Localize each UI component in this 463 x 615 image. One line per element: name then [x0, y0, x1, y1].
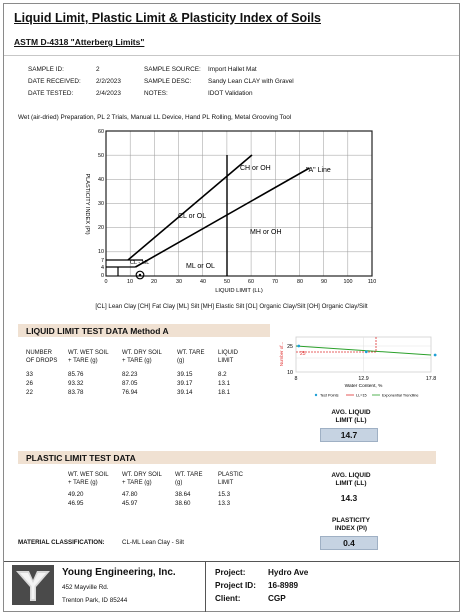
sample-desc-label: SAMPLE DESC: [144, 78, 192, 85]
client-label: Client: [215, 594, 241, 603]
ll-cell: 26 [26, 380, 33, 387]
u-line [128, 155, 252, 260]
y-tick-label: 7 [101, 258, 104, 264]
preparation-text: Wet (air-dried) Preparation, PL 2 Trials, Manual LL Device, Hand PL Rolling, Metal Grooving Tool [18, 114, 292, 121]
plasticity-chart [0, 122, 463, 300]
project-value: Hydro Ave [268, 568, 309, 577]
pl-avg-value: 14.3 [340, 493, 358, 503]
x-tick-label: 90 [321, 279, 327, 285]
company-address-1: 452 Mayville Rd. [62, 584, 109, 591]
ll-cell: 83.78 [68, 389, 84, 396]
y-tick-label: 50 [98, 153, 104, 159]
x-tick-label: 10 [127, 279, 133, 285]
x-tick-label: 40 [200, 279, 206, 285]
logo-y-icon [12, 565, 54, 605]
date-tested-value: 2/4/2023 [96, 90, 121, 97]
header-line: WT. TARE [177, 350, 205, 356]
ll-header-drops [26, 350, 57, 365]
notes-label: NOTES: [144, 90, 168, 97]
ll-cell: 93.32 [68, 380, 84, 387]
flow-y-title: Number of... [279, 341, 284, 367]
header-line: WT. DRY SOIL [122, 350, 162, 356]
divider [4, 55, 459, 56]
flow-y-tick: 10 [287, 370, 293, 376]
y-tick-label: 20 [98, 225, 104, 231]
flow-curve-chart [276, 334, 446, 400]
project-id-value: 16-8989 [268, 581, 299, 590]
ll-cell: 39.15 [177, 371, 193, 378]
pl-avg-label [318, 472, 384, 488]
ll-cell: 82.23 [122, 371, 138, 378]
flow-test-point [365, 350, 368, 353]
x-tick-label: 20 [151, 279, 157, 285]
header-line: PLASTIC [218, 472, 244, 478]
client-value: CGP [268, 594, 286, 603]
ll-cell: 22 [26, 389, 33, 396]
plasticity-grid [106, 131, 372, 276]
pl-cell: 38.64 [175, 491, 191, 498]
header-line: + TARE (g) [68, 479, 98, 486]
ll-header-dry [122, 350, 162, 365]
header-line: OF DROPS [26, 357, 58, 364]
label-line: LIMIT (LL) [335, 480, 367, 487]
label-line: INDEX (PI) [334, 525, 368, 532]
pl-cell: 38.60 [175, 500, 191, 507]
x-tick-label: 50 [224, 279, 230, 285]
pi-value: 0.4 [320, 536, 378, 550]
header-line: LIMIT [218, 357, 234, 364]
company-name: Young Engineering, Inc. [62, 567, 176, 578]
footer-vertical-divider [205, 562, 206, 612]
header-line: LIMIT [218, 479, 234, 486]
region-mh-oh: MH or OH [250, 229, 282, 236]
flow-marker-label: 25 [300, 351, 306, 357]
ll-cell: 18.1 [218, 389, 231, 396]
avg-ll-value: 14.7 [320, 428, 378, 442]
label-line: AVG. LIQUID [331, 409, 371, 416]
notes-value: IDOT Validation [208, 90, 253, 97]
region-cl-ol: CL or OL [178, 213, 207, 220]
flow-x-tick: 12.9 [358, 376, 369, 382]
ll-cell: 8.2 [218, 371, 227, 378]
sample-id-label: SAMPLE ID: [28, 66, 64, 73]
pl-header-tare [175, 472, 202, 487]
date-tested-label: DATE TESTED: [28, 90, 74, 97]
ll-cell: 13.1 [218, 380, 231, 387]
pl-header-pl [218, 472, 243, 487]
header-line: + TARE (g) [122, 479, 152, 486]
sample-source-value: Import Hallet Mat [208, 66, 257, 73]
report-subtitle: ASTM D-4318 "Atterberg Limits" [14, 37, 145, 47]
header-line: + TARE (g) [68, 357, 98, 364]
footer-divider [4, 561, 459, 562]
y-tick-label: 4 [101, 265, 104, 271]
y-tick-label: 10 [98, 249, 104, 255]
pl-cell: 45.97 [122, 500, 138, 507]
flow-test-point [297, 345, 300, 348]
flow-y-tick: 25 [287, 344, 293, 350]
pl-cell: 13.3 [218, 500, 231, 507]
flow-x-tick: 17.8 [425, 376, 437, 382]
material-label: MATERIAL CLASSIFICATION: [18, 539, 105, 546]
date-received-value: 2/2/2023 [96, 78, 121, 85]
x-tick-label: 70 [272, 279, 278, 285]
x-tick-label: 0 [104, 279, 108, 285]
ll-cell: 76.94 [122, 389, 138, 396]
label-line: LIMIT (LL) [335, 417, 367, 424]
label-line: AVG. LIQUID [331, 472, 371, 479]
sample-desc-value: Sandy Lean CLAY with Gravel [208, 78, 294, 85]
x-tick-label: 80 [297, 279, 303, 285]
header-line: WT. DRY SOIL [122, 472, 162, 478]
a-line-label: "A" Line [306, 167, 331, 174]
project-label: Project: [215, 568, 246, 577]
header-line: (g) [175, 479, 183, 486]
report-title: Liquid Limit, Plastic Limit & Plasticity Index of Soils [14, 11, 321, 25]
x-tick-label: 110 [367, 279, 377, 285]
x-tick-label: 100 [343, 279, 353, 285]
sample-source-label: SAMPLE SOURCE: [144, 66, 201, 73]
y-axis-title: PLASTICITY INDEX (PI) [84, 173, 90, 235]
flow-x-tick: 8 [294, 376, 298, 382]
legend-test-points-icon [315, 394, 317, 396]
pl-header-dry [122, 472, 162, 487]
pl-cell: 15.3 [218, 491, 231, 498]
legend-test-points: Test Points [320, 393, 339, 398]
header-line: + TARE (g) [122, 357, 152, 364]
project-id-label: Project ID: [215, 581, 256, 590]
flow-x-title: Water Content, % [344, 384, 383, 389]
sample-id-value: 2 [96, 66, 100, 73]
y-tick-label: 60 [98, 129, 104, 135]
header-line: WT. WET SOIL [68, 472, 109, 478]
pl-cell: 49.20 [68, 491, 84, 498]
header-line: WT. TARE [175, 472, 203, 478]
y-tick-label: 40 [98, 177, 104, 183]
y-tick-label: 30 [98, 201, 104, 207]
header-line: LIQUID [218, 350, 239, 356]
header-line: NUMBER [26, 350, 53, 356]
ll-cell: 39.14 [177, 389, 193, 396]
ll-cell: 39.17 [177, 380, 193, 387]
a-line [136, 168, 310, 267]
company-logo [12, 565, 54, 605]
y-tick-label: 0 [101, 273, 104, 279]
pl-section-title: PLASTIC LIMIT TEST DATA [26, 453, 136, 463]
ll-section-title: LIQUID LIMIT TEST DATA Method A [26, 326, 169, 336]
y-tick-labels [98, 129, 104, 279]
x-tick-label: 60 [248, 279, 254, 285]
ll-header-ll [218, 350, 238, 365]
classification-legend: [CL] Lean Clay [CH] Fat Clay [ML] Silt [MH] Elastic Silt [OL] Organic Clay/Silt [OH] Organic Clay/Silt [95, 303, 368, 310]
x-tick-label: 30 [176, 279, 182, 285]
flow-test-point [434, 354, 437, 357]
pl-header-wet [68, 472, 109, 487]
material-value: CL-ML Lean Clay - Silt [122, 539, 185, 546]
region-ml-ol: ML or OL [186, 263, 215, 270]
ll-header-tare [177, 350, 204, 365]
ll-header-wet [68, 350, 109, 365]
date-received-label: DATE RECEIVED: [28, 78, 81, 85]
header-line: WT. WET SOIL [68, 350, 109, 356]
avg-ll-label [318, 409, 384, 425]
header-line: (g) [177, 357, 185, 364]
x-axis-title: LIQUID LIMIT (LL) [215, 288, 263, 294]
pi-label [318, 517, 384, 533]
ll-cell: 87.05 [122, 380, 138, 387]
region-cl-ml: CL - ML [130, 260, 150, 266]
x-tick-labels [105, 279, 377, 285]
sample-marker-dot [139, 274, 141, 276]
pl-cell: 47.80 [122, 491, 138, 498]
ll-cell: 85.76 [68, 371, 84, 378]
label-line: PLASTICITY [332, 517, 370, 524]
ll-cell: 33 [26, 371, 33, 378]
pl-cell: 46.95 [68, 500, 84, 507]
legend-trend: Exponential Trendline [382, 393, 419, 398]
region-ch-oh: CH or OH [240, 165, 271, 172]
legend-ll: LL=15 [356, 393, 367, 398]
company-address-2: Trenton Park, ID 85244 [62, 597, 128, 604]
